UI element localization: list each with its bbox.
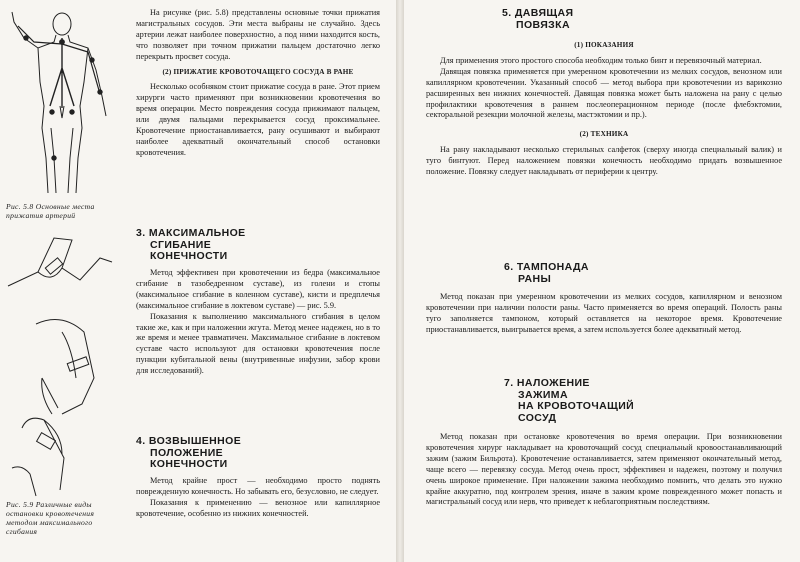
heading-4-line-2: ПОЛОЖЕНИЕ	[150, 446, 224, 459]
paragraph-4a: Метод крайне прост — необходимо просто поднять поврежденную конечность. Но забывать его, безусловно, не следует.	[136, 476, 380, 496]
paragraph-7a: Метод показан при остановке кровотечения во время операции. При возникновении кровотечения хирург накладывает на кровоточащий сосуд специальный кровоостанавливающий зажим (зажим Бильрота). Кровотечение останавливается, затем применяют окончательный метод, чаще всего — перевязку сосуда. Метод очень прост, эффективен и надежен, поэтому и получил очень широкое применение. При наложении зажима необходимо помнить, что делать это нужно крайне аккуратно, под контролем зрения, иначе в зажим кроме поврежденного может попасть и магистральный сосуд или нерв, что приведет к неблагоприятным последствиям.	[426, 432, 782, 507]
figure-5-9-caption: Рис. 5.9 Различные виды остановки кровотечения методом максимального сгибания	[6, 500, 95, 536]
paragraph-6: Метод показан при умеренном кровотечении из мелких сосудов, капиллярном и венозном кровотечении при наличии полости раны. Часто применяется во время операций. Полость раны туго заполняется тампоном, который оставляется на некоторое время. Кровотечение приостанавливается, выигрывается время, а затем используется более адекватный метод.	[426, 292, 782, 334]
heading-7-number: 7.	[504, 377, 514, 389]
heading-5-line-1: ДАВЯЩАЯ	[514, 7, 574, 19]
paragraph-intro: На рисунке (рис. 5.8) представлены основные точки прижатия магистральных сосудов. Эти места выбраны не случайно. Здесь артерии лежат наиболее поверхностно, а под ними находится кость, что позволяет при точном прижатии пальцем достаточно легко перекрыть просвет сосуда.	[136, 8, 380, 61]
figure-5-9-flexion-illustration	[2, 228, 122, 500]
heading-7-line-2: ЗАЖИМА	[518, 388, 568, 401]
heading-section-6	[504, 262, 589, 285]
figure-5-8-caption: Рис. 5.8 Основные места прижатия артерий	[6, 202, 95, 220]
heading-5-number: 5.	[502, 7, 512, 19]
right-text-section-5	[426, 36, 782, 178]
paragraph-pressing-in-wound: Несколько особняком стоит прижатие сосуда в ране. Этот прием хирурги часто применяют при возникновении кровотечения во время операции. Место повреждения сосуда прижимают пальцем, или двумя пальцами перекрывается сосуд проксимальнее. Кровотечение приостанавливается, рану осушивают и выбирают наиболее адекватный окончательный способ остановки кровотечения.	[136, 82, 380, 157]
right-text-section-7	[426, 432, 782, 508]
paragraph-5c: На рану накладывают несколько стерильных салфеток (сверху иногда специальный валик) и туго бинтуют. Перед наложением повязки конечность необходимо придать возвышенное положение. Повязку следует накладывать от периферии к центру.	[426, 145, 782, 177]
left-text-section-3	[136, 268, 380, 377]
heading-3-line-2: СГИБАНИЕ	[150, 238, 212, 251]
heading-7-line-1: НАЛОЖЕНИЕ	[516, 377, 590, 389]
paragraph-4b: Показания к применению — венозное или капиллярное кровотечение, особенно из нижних конечностей.	[136, 497, 380, 518]
paragraph-5b: Давящая повязка применяется при умеренном кровотечении из мелких сосудов, венозном или капиллярном кровотечении. Указанный способ — метод выбора при кровотечении из варикозно расширенных вен нижних конечностей. Давящая повязка может быть наложена на рану с целью профилактики кровотечения в раннем послеоперационном периоде (после флебэктомии, секторальной резекции молочной железы, мастэктомии и пр.).	[426, 66, 782, 120]
figure-5-8-body-illustration	[4, 8, 122, 203]
left-page	[0, 0, 396, 562]
left-text-intro	[136, 8, 380, 159]
heading-3-line-1: МАКСИМАЛЬНОЕ	[148, 227, 246, 239]
heading-4-line-3: КОНЕЧНОСТИ	[150, 458, 228, 470]
heading-6-line-2: РАНЫ	[518, 272, 552, 285]
subheading-technique: (2) ТЕХНИКА	[579, 130, 629, 139]
heading-section-4	[136, 436, 241, 471]
heading-section-7	[504, 378, 634, 424]
paragraph-3a: Метод эффективен при кровотечении из бедра (максимальное сгибание в тазобедренном суставе), из голени и стопы (максимальное сгибание в коленном суставе), кисти и предплечья (максимальное сгибание в локтевом суставе) — рис. 5.9.	[136, 268, 380, 310]
paragraph-3b: Показания к выполнению максимального сгибания в целом такие же, как и при наложении жгута. Метод менее надежен, но в то же время и менее травматичен. Максимальное сгибание в локтевом суставе часто используют для остановки кровотечения после пункции кубитальной вены (внутривенные инфузии, забор крови для исследований).	[136, 311, 380, 376]
heading-3-line-3: КОНЕЧНОСТИ	[150, 250, 228, 262]
heading-section-3	[136, 228, 246, 263]
heading-7-line-3: НА КРОВОТОЧАЩИЙ	[518, 400, 635, 412]
heading-4-line-1: ВОЗВЫШЕННОЕ	[148, 435, 242, 447]
paragraph-5a: Для применения этого простого способа необходим только бинт и перевязочный материал.	[440, 55, 762, 65]
heading-7-line-4: СОСУД	[518, 411, 557, 424]
heading-6-number: 6.	[504, 261, 514, 273]
heading-6-line-1: ТАМПОНАДА	[516, 261, 589, 273]
book-gutter	[396, 0, 404, 562]
subheading-pressing-in-wound: (2) ПРИЖАТИЕ КРОВОТОЧАЩЕГО СОСУДА В РАНЕ	[162, 67, 354, 76]
subheading-indications: (1) ПОКАЗАНИЯ	[574, 41, 634, 49]
heading-3-number: 3.	[136, 227, 146, 239]
right-text-section-6	[426, 292, 782, 336]
heading-section-5	[502, 8, 573, 31]
heading-4-number: 4.	[136, 435, 146, 447]
right-page	[404, 0, 800, 562]
left-text-section-4	[136, 476, 380, 520]
heading-5-line-2: ПОВЯЗКА	[516, 18, 570, 31]
